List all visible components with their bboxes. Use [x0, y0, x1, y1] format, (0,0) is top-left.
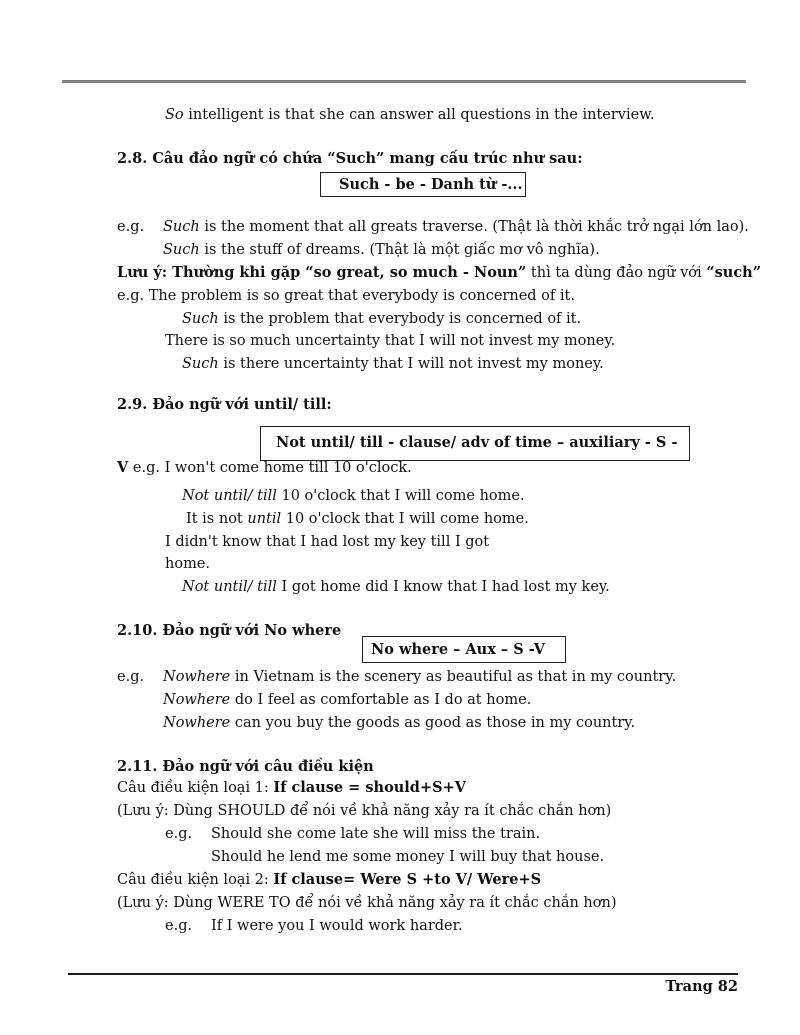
- continuation-line: So intelligent is that she can answer all questions in the interview.: [165, 107, 655, 123]
- section-2-11-type-1-note: (Lưu ý: Dùng SHOULD để nói về khả năng xảy ra ít chắc chắn hơn): [117, 803, 612, 819]
- section-2-11-heading: 2.11. Đảo ngữ với câu điều kiện: [117, 758, 374, 775]
- section-2-11-type-2-note: (Lưu ý: Dùng WERE TO để nói về khả năng xảy ra ít chắc chắn hơn): [117, 895, 617, 911]
- section-2-10-heading: 2.10. Đảo ngữ với No where: [117, 622, 342, 639]
- section-2-9-example-3b: home.: [165, 556, 211, 572]
- section-2-10-example-1: e.g. Nowhere in Vietnam is the scenery as beautiful as that in my country.: [117, 669, 677, 685]
- section-2-9-example-4: Not until/ till I got home did I know that I had lost my key.: [182, 579, 610, 595]
- section-2-9-formula-box: Not until/ till - clause/ adv of time – auxiliary - S -: [260, 426, 690, 461]
- section-2-8-example-2: Such is the stuff of dreams. (Thật là một giấc mơ vô nghĩa).: [163, 242, 600, 258]
- section-2-8-example-4: Such is the problem that everybody is concerned of it.: [182, 311, 582, 327]
- section-2-10-formula-box: No where – Aux – S -V: [362, 636, 566, 663]
- section-2-9-example-2: It is not until 10 o'clock that I will come home.: [186, 511, 529, 527]
- section-2-8-example-6: Such is there uncertainty that I will not invest my money.: [182, 356, 604, 372]
- section-2-11-example-2: Should he lend me some money I will buy that house.: [211, 849, 605, 865]
- section-2-9-example-1: Not until/ till 10 o'clock that I will come home.: [182, 488, 525, 504]
- section-2-10-example-2: Nowhere do I feel as comfortable as I do at home.: [163, 692, 532, 708]
- section-2-11-example-3: e.g. If I were you I would work harder.: [165, 918, 463, 934]
- section-2-8-heading: 2.8. Câu đảo ngữ có chứa “Such” mang cấu trúc như sau:: [117, 150, 583, 167]
- section-2-8-example-1: e.g. Such is the moment that all greats traverse. (Thật là thời khắc trở ngại lớn lao).: [117, 219, 749, 235]
- section-2-11-type-2: Câu điều kiện loại 2: If clause= Were S +to V/ Were+S: [117, 871, 542, 888]
- section-2-8-note: Lưu ý: Thường khi gặp “so great, so much - Noun” thì ta dùng đảo ngữ với “such”: [117, 264, 762, 281]
- footer-rule: [68, 973, 738, 975]
- header-rule: [62, 80, 746, 83]
- section-2-11-type-1: Câu điều kiện loại 1: If clause = should+S+V: [117, 779, 466, 796]
- section-2-10-example-3: Nowhere can you buy the goods as good as those in my country.: [163, 715, 636, 731]
- page-number: Trang 82: [665, 978, 738, 995]
- section-2-9-example-3a: I didn't know that I had lost my key till I got: [165, 534, 490, 550]
- section-2-8-example-5: There is so much uncertainty that I will not invest my money.: [165, 333, 616, 349]
- section-2-8-example-3: e.g. The problem is so great that everybody is concerned of it.: [117, 288, 575, 304]
- section-2-9-continuation: V e.g. I won't come home till 10 o'clock.: [117, 459, 412, 476]
- section-2-9-heading: 2.9. Đảo ngữ với until/ till:: [117, 396, 332, 413]
- section-2-8-formula-box: Such - be - Danh từ -...: [320, 172, 526, 197]
- section-2-11-example-1: e.g. Should she come late she will miss the train.: [165, 826, 541, 842]
